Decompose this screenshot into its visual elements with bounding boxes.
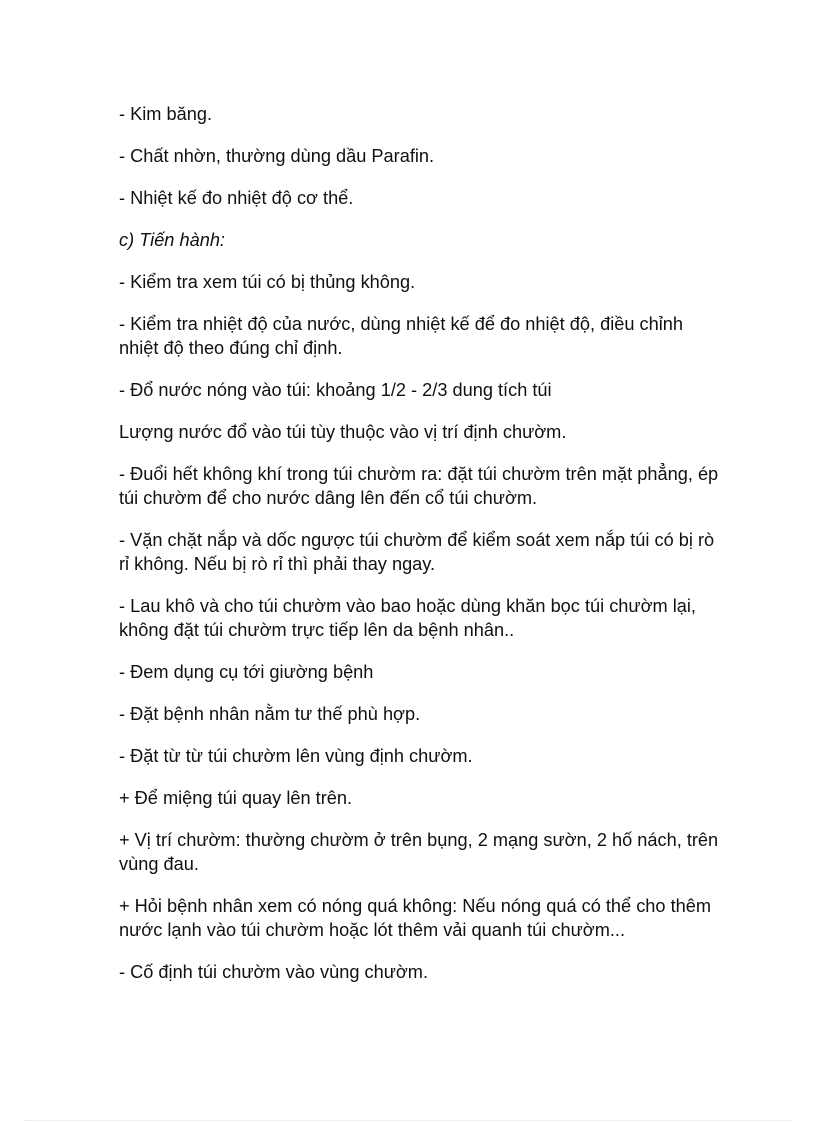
substep-position: + Vị trí chườm: thường chườm ở trên bụng, 2 mạng sườn, 2 hố nách, trên vùng đau. [119, 830, 719, 874]
step-pour-water: - Đổ nước nóng vào túi: khoảng 1/2 - 2/3 dung tích túi [119, 380, 552, 400]
step-bring-tools: - Đem dụng cụ tới giường bệnh [119, 662, 374, 682]
step-remove-air: - Đuổi hết không khí trong túi chườm ra: đặt túi chườm trên mặt phẳng, ép túi chườm để cho nước dâng lên đến cổ túi chườm. [119, 464, 719, 508]
step-place-bag: - Đặt từ từ túi chườm lên vùng định chườm. [119, 746, 473, 766]
step-check-bag: - Kiểm tra xem túi có bị thủng không. [119, 272, 416, 292]
page-bottom-divider [24, 1120, 792, 1121]
list-item-kim-bang: - Kim băng. [119, 104, 212, 124]
section-heading-tien-hanh: c) Tiến hành: [119, 230, 225, 250]
step-tighten-cap: - Vặn chặt nắp và dốc ngược túi chườm để kiểm soát xem nắp túi có bị rò rỉ không. Nếu bị rò rỉ thì phải thay ngay. [119, 530, 715, 574]
list-item-nhiet-ke: - Nhiệt kế đo nhiệt độ cơ thể. [119, 188, 354, 208]
list-item-chat-nhon: - Chất nhờn, thường dùng dầu Parafin. [119, 146, 435, 166]
step-position-patient: - Đặt bệnh nhân nằm tư thế phù hợp. [119, 704, 421, 724]
note-water-amount: Lượng nước đổ vào túi tùy thuộc vào vị trí định chườm. [119, 422, 567, 442]
substep-mouth-up: + Để miệng túi quay lên trên. [119, 788, 353, 808]
substep-ask-patient: + Hỏi bệnh nhân xem có nóng quá không: Nếu nóng quá có thể cho thêm nước lạnh vào túi chườm hoặc lót thêm vải quanh túi chườm... [119, 896, 712, 940]
step-check-temperature: - Kiểm tra nhiệt độ của nước, dùng nhiệt kế để đo nhiệt độ, điều chỉnh nhiệt độ theo đúng chỉ định. [119, 314, 684, 358]
document-body [119, 102, 719, 1002]
step-dry-and-wrap: - Lau khô và cho túi chườm vào bao hoặc dùng khăn bọc túi chườm lại, không đặt túi chườm trực tiếp lên da bệnh nhân.. [119, 596, 696, 640]
step-fix-bag: - Cố định túi chườm vào vùng chườm. [119, 962, 429, 982]
